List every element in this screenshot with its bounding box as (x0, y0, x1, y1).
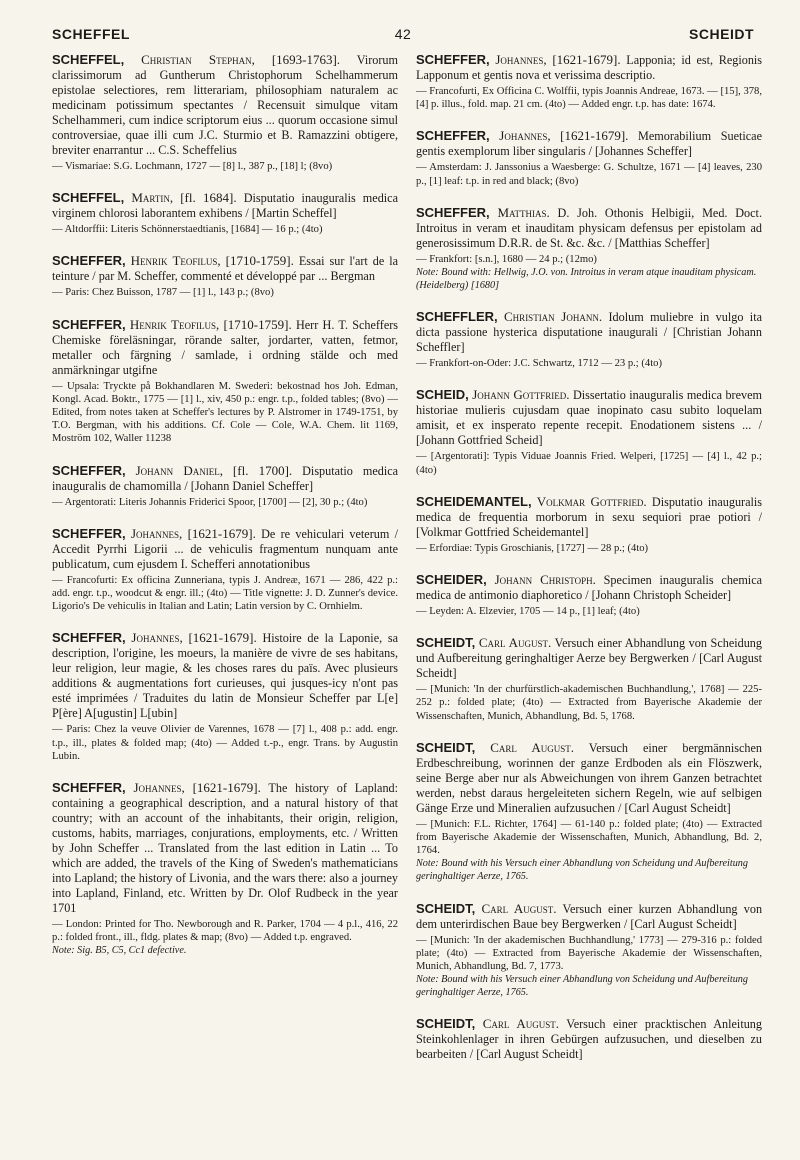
entry-heading (416, 572, 762, 603)
entry-surname: SCHEFFLER, (416, 309, 498, 325)
catalog-entry (52, 253, 398, 299)
entry-dates: [1710-1759]. (225, 253, 294, 269)
entry-surname: SCHEIDT, (416, 1016, 476, 1032)
entry-note: Note: Bound with: Hellwig, J.O. von. Introitus in veram atque inauditam physicam. (Heidelberg) [1680] (416, 267, 757, 291)
entry-heading (52, 253, 398, 284)
entry-title: Dissertatio inauguralis medica brevem historiae mulieris cujusdam quae inopinato casu subito loquelam amisit, et ex insperato repente recepit. Enodationem sistens ... / [Johann Gottfried Scheid] (416, 388, 763, 448)
catalog-entry (416, 128, 762, 187)
entry-dates: [fl. 1700]. (232, 462, 293, 478)
entry-title: Virorum clarissimorum ad Guntherum Christophorum Schelhammerum epistolae selectiores, rem litterariam, philosophiam naturalem ac medicinam potissimum spectantes / Recensuit simulque vitam Schelhammeri, cum indice scriptorum eius ... quorum occasione simul controversiae, quae illi cum J.C. Sturmio et B. Ramazzini obtigere, breviter enarrantur ... C.S. Scheffelius (52, 53, 398, 157)
entry-imprint: — Amsterdam: J. Janssonius a Waesberge: G. Schultze, 1671 — [4] leaves, 230 p., [1] leaf: t.p. in red and black; (8vo) (416, 162, 762, 187)
entry-imprint: — Paris: Chez la veuve Olivier de Varennes, 1678 — [7] l., 408 p.: add. engr. t.p., ill., plates & folded map; (4to) — Added t.-p., engr. Trans. by Augustin Lubin. (52, 724, 398, 762)
catalog-entry (416, 740, 762, 884)
entry-imprint: — Vismariae: S.G. Lochmann, 1727 — [8] l., 387 p., [18] l; (8vo) (52, 161, 333, 172)
entry-title: Versuch einer Abhandlung von Scheidung und Aufbereitung geringhaltiger Aerze bey Bergwerken / [Carl August Scheidt] (416, 636, 762, 681)
entry-note: Note: Sig. B5, C5, Cc1 defective. (52, 945, 187, 957)
catalog-entry (416, 52, 762, 111)
entry-surname: SCHEFFER, (416, 204, 490, 220)
entry-heading (416, 740, 762, 816)
catalog-entry (52, 190, 398, 236)
entry-heading (52, 52, 398, 158)
entry-given-names: Henrik Teofilus, (129, 316, 220, 332)
entry-imprint: — Upsala: Tryckte på Bokhandlaren M. Swederi: bekostnad hos Joh. Edman, Kongl. Acad. Boktr., 1775 — [1] l., xiv, 450 p.: engr. t.p., folded tables; (8vo) — Edited, from notes taken at Scheffer's lectures by P. Alstromer in 1749-1751, by T.O. Bergman, with his additions. Cf. Cole — Cole, W.A. Chem. lit 1169, Moström 102, Waller 11238 (52, 380, 398, 445)
entry-surname: SCHEFFER, (416, 128, 490, 144)
catalog-entry (52, 317, 398, 446)
entry-imprint: — London: Printed for Tho. Newborough and R. Parker, 1704 — 4 p.l., 416, 22 p.: folded front., ill., fldg. plates & map; (8vo) — Added t.p. engraved. (52, 919, 398, 944)
page-number: 42 (394, 26, 412, 42)
entry-surname: SCHEIDER, (416, 572, 487, 588)
entry-imprint: — Altdorffii: Literis Schönnerstaedtianis, [1684] — 16 p.; (4to) (52, 224, 323, 236)
entry-heading (416, 1016, 762, 1062)
catalog-entry (52, 630, 398, 763)
entry-imprint: — Leyden: A. Elzevier, 1705 — 14 p., [1] leaf; (4to) (416, 606, 640, 618)
entry-given-names: Johannes, (131, 630, 183, 646)
entry-heading (416, 52, 762, 83)
entry-title: D. Joh. Othonis Helbigii, Med. Doct. Introitus in veram et inauditam physicam defensus per epistolam ad generosissimum D.R.R. de St. &c. &c. / [Matthias Scheffer] (416, 205, 762, 250)
entry-dates: [1621-1679]. (552, 52, 621, 67)
entry-given-names: Johannes, (495, 52, 547, 67)
entry-given-names: Christian Stephan, (141, 52, 255, 67)
entry-surname: SCHEFFEL, (52, 52, 125, 67)
entry-surname: SCHEID, (416, 387, 469, 403)
entry-title: Disputatio medica inauguralis de chamomilla / [Johann Daniel Scheffer] (52, 463, 399, 493)
entry-given-names: Johann Gottfried. (472, 387, 570, 403)
entry-heading (416, 309, 762, 355)
entry-given-names: Carl August. (482, 1016, 559, 1032)
entry-heading (416, 205, 762, 251)
entry-note: Note: Bound with his Versuch einer Abhandlung von Scheidung und Aufbereitung geringhaltiger Aerze, 1765. (416, 974, 748, 998)
entry-heading (52, 780, 398, 916)
right-column (416, 52, 762, 1079)
entry-title: Histoire de la Laponie, sa description, l'origine, les moeurs, la manière de vivre de ses habitans, leur religion, leur magie, & les choses rares du païs. Avec plusieurs additions & augmentations fort curieuses, qui jusques-icy n'ont pas esté imprimées / Traduites du latin de Monsieur Scheffer par L[e] P[ère] A[ugustin] L[ubin] (52, 631, 399, 721)
entry-given-names: Carl August. (478, 635, 552, 651)
entry-imprint: — [Munich: F.L. Richter, 1764] — 61-140 p.: folded plate; (4to) — Extracted from Bayerische Akademie der Wissenschaften, Munich, Abhandlung, Bd. 2, 1764. (416, 818, 762, 857)
entry-given-names: Carl August. (481, 900, 557, 916)
entry-title: Versuch einer kurzen Abhandlung von dem unterirdischen Baue bey Bergwerken / [Carl August Scheidt] (416, 901, 763, 931)
catalog-entry (416, 309, 762, 370)
entry-note: Note: Bound with his Versuch einer Abhandlung von Scheidung und Aufbereitung geringhaltiger Aerze, 1765. (416, 858, 748, 883)
catalog-columns (52, 52, 762, 1079)
catalog-entry (52, 463, 398, 509)
entry-title: Disputatio inauguralis medica de frequentia morborum in sexu sequiori prae potiori / [Volkmar Gottfried Scheidemantel] (416, 494, 763, 539)
entry-dates: [1621-1679]. (192, 780, 261, 796)
entry-imprint: — Frankfort: [s.n.], 1680 — 24 p.; (12mo) (416, 253, 597, 265)
catalog-entry (416, 494, 762, 555)
entry-given-names: Volkmar Gottfried. (536, 493, 647, 509)
entry-imprint: — Frankfort-on-Oder: J.C. Schwartz, 1712 — 23 p.; (4to) (416, 358, 662, 370)
catalog-entry (416, 635, 762, 723)
entry-title: Disputatio inauguralis medica virginem chlorosi laborantem exhibens / [Martin Scheffel] (52, 191, 398, 221)
entry-dates: [1621-1679]. (187, 525, 256, 541)
entry-heading (416, 128, 762, 159)
catalog-entry (52, 52, 398, 173)
entry-title: Memorabilium Sueticae gentis exemplorum liber singularis / [Johannes Scheffer] (416, 129, 763, 159)
entry-title: Versuch einer bergmännischen Erdbeschreibung, worinnen der ganze Erdboden als ein Flöszwerk, seine Berge aber nur als Abweichungen von ihrem Ganzen betrachtet werden, nebst daraus hergeleiteten sichern Regeln, wie auf selbigen Gänge Erze und Mineralien aufzusuchen / [Carl August Scheidt] (416, 740, 762, 815)
entry-surname: SCHEIDT, (416, 900, 476, 916)
entry-title: Idolum muliebre in vulgo ita dicta passione hysterica disputatione inaugurali / [Christian Johann Scheffler] (416, 310, 762, 355)
entry-surname: SCHEIDEMANTEL, (416, 493, 532, 509)
entry-given-names: Matthias. (497, 204, 550, 220)
entry-heading (52, 526, 398, 572)
entry-title: The history of Lapland: containing a geographical description, and a natural history of that country; with an account of the inhabitants, their origin, religion, customs, habits, marriages, conjurations, employments, etc. / Written by John Scheffer ... Translated from the last edition in Latin ... To which are added, the travels of the King of Sweden's mathematicians into Lapland; the history of Livonia, and the wars there: also a journey into Lapland, Finland, etc. Written by Dr. Olof Rudbeck in the year 1701 (52, 781, 399, 916)
entry-heading (416, 494, 762, 540)
catalog-entry (416, 572, 762, 618)
entry-title: Lapponia; id est, Regionis Lapponum et gentis nova et verissima descriptio. (416, 53, 763, 82)
entry-imprint: — [Argentorati]: Typis Viduae Joannis Fried. Welperi, [1725] — [4] l., 42 p.; (4to) (416, 451, 762, 476)
running-head-right: SCHEIDT (689, 26, 754, 42)
entry-heading (52, 190, 398, 221)
entry-imprint: — [Munich: 'In der churfürstlich-akademischen Buchhandlung,', 1768] — 225-252 p.: folded plate; (4to) — Extracted from Bayerische Akademie der Wissenschaften, Munich, Abhandlung, Bd. 5, 1768. (416, 684, 762, 722)
entry-surname: SCHEFFEL, (52, 190, 125, 206)
entry-surname: SCHEIDT, (416, 739, 476, 755)
entry-given-names: Carl August. (490, 739, 574, 755)
entry-given-names: Henrik Teofilus, (130, 253, 221, 269)
entry-dates: [1710-1759]. (223, 316, 292, 332)
entry-surname: SCHEFFER, (416, 52, 490, 67)
entry-surname: SCHEFFER, (52, 316, 126, 332)
catalog-entry (416, 901, 762, 1000)
entry-title: Specimen inauguralis chemica medica de antimonio diaphoretico / [Johann Christoph Scheider] (416, 573, 763, 603)
entry-title: Essai sur l'art de la teinture / par M. Scheffer, commenté et développé par ... Bergman (52, 254, 399, 284)
entry-imprint: — Argentorati: Literis Johannis Friderici Spoor, [1700] — [2], 30 p.; (4to) (52, 496, 368, 508)
catalog-entry (52, 526, 398, 614)
catalog-entry (52, 780, 398, 958)
entry-heading (52, 317, 398, 378)
entry-dates: [1693-1763]. (271, 52, 341, 67)
catalog-entry (416, 387, 762, 476)
entry-given-names: Johann Christoph. (494, 572, 596, 588)
entry-given-names: Christian Johann. (504, 309, 603, 325)
entry-dates: [1621-1679]. (188, 630, 257, 646)
entry-title: Versuch einer pracktischen Anleitung Steinkohlenlager in ihren Gebürgen aufzusuchen, und dieselben zu bearbeiten / [Carl August Scheidt] (416, 1017, 762, 1062)
entry-dates: [fl. 1684]. (180, 190, 237, 206)
running-head-left: SCHEFFEL (52, 26, 130, 42)
entry-heading (416, 387, 762, 448)
entry-title: Herr H. T. Scheffers Chemiske föreläsningar, rörande salter, jordarter, vatten, fetmor, metaller och färgning / samlade, i ordning stälde och med anmärkningar utgifne (52, 317, 399, 377)
entry-given-names: Martin, (131, 190, 174, 206)
entry-heading (52, 630, 398, 721)
entry-given-names: Johannes, (133, 780, 185, 796)
entry-surname: SCHEFFER, (52, 525, 126, 541)
entry-imprint: — Francofurti, Ex Officina C. Wolffii, typis Joannis Andreae, 1673. — [15], 378, [4] p. illus., fold. map. 21 cm. (4to) — Added engr. t.p. has date: 1674. (416, 86, 762, 111)
entry-dates: [1621-1679]. (560, 128, 629, 144)
entry-surname: SCHEFFER, (52, 462, 126, 478)
entry-given-names: Johannes, (499, 128, 551, 144)
catalog-entry (416, 205, 762, 292)
entry-heading (416, 901, 762, 932)
running-head (52, 26, 754, 46)
entry-given-names: Johannes, (130, 525, 183, 541)
entry-title: De re vehiculari veterum / Accedit Pyrrhi Ligorii ... de vehiculis fragmentum nunquam ante publicatum, cum ejusdem I. Schefferi annotationibus (52, 526, 399, 571)
entry-heading (416, 635, 762, 681)
entry-surname: SCHEFFER, (52, 253, 126, 269)
entry-imprint: — Paris: Chez Buisson, 1787 — [1] l., 143 p.; (8vo) (52, 287, 274, 299)
entry-given-names: Johann Daniel, (135, 462, 223, 478)
entry-heading (52, 463, 398, 494)
left-column (52, 52, 398, 1079)
entry-imprint: — Francofurti: Ex officina Zunneriana, typis J. Andreæ, 1671 — 286, 422 p.: add. engr. t.p., woodcut & engr. ill.; (4to) — Title vignette: J. D. Zunner's device. Ligorio's De vehiculis in Italian and Latin; Latin version by C. Ornhielm. (52, 574, 398, 613)
entry-surname: SCHEIDT, (416, 635, 476, 651)
entry-imprint: — [Munich: 'In der akademischen Buchhandlung,' 1773] — 279-316 p.: folded plate; (4to) — Extracted from Bayerische Akademie der Wissenschaften, Munich, Abhandlung, Bd. 7, 1773. (416, 934, 762, 973)
entry-surname: SCHEFFER, (52, 630, 126, 646)
entry-surname: SCHEFFER, (52, 780, 126, 796)
catalog-entry (416, 1016, 762, 1062)
entry-imprint: — Erfordiae: Typis Groschianis, [1727] — 28 p.; (4to) (416, 542, 649, 554)
